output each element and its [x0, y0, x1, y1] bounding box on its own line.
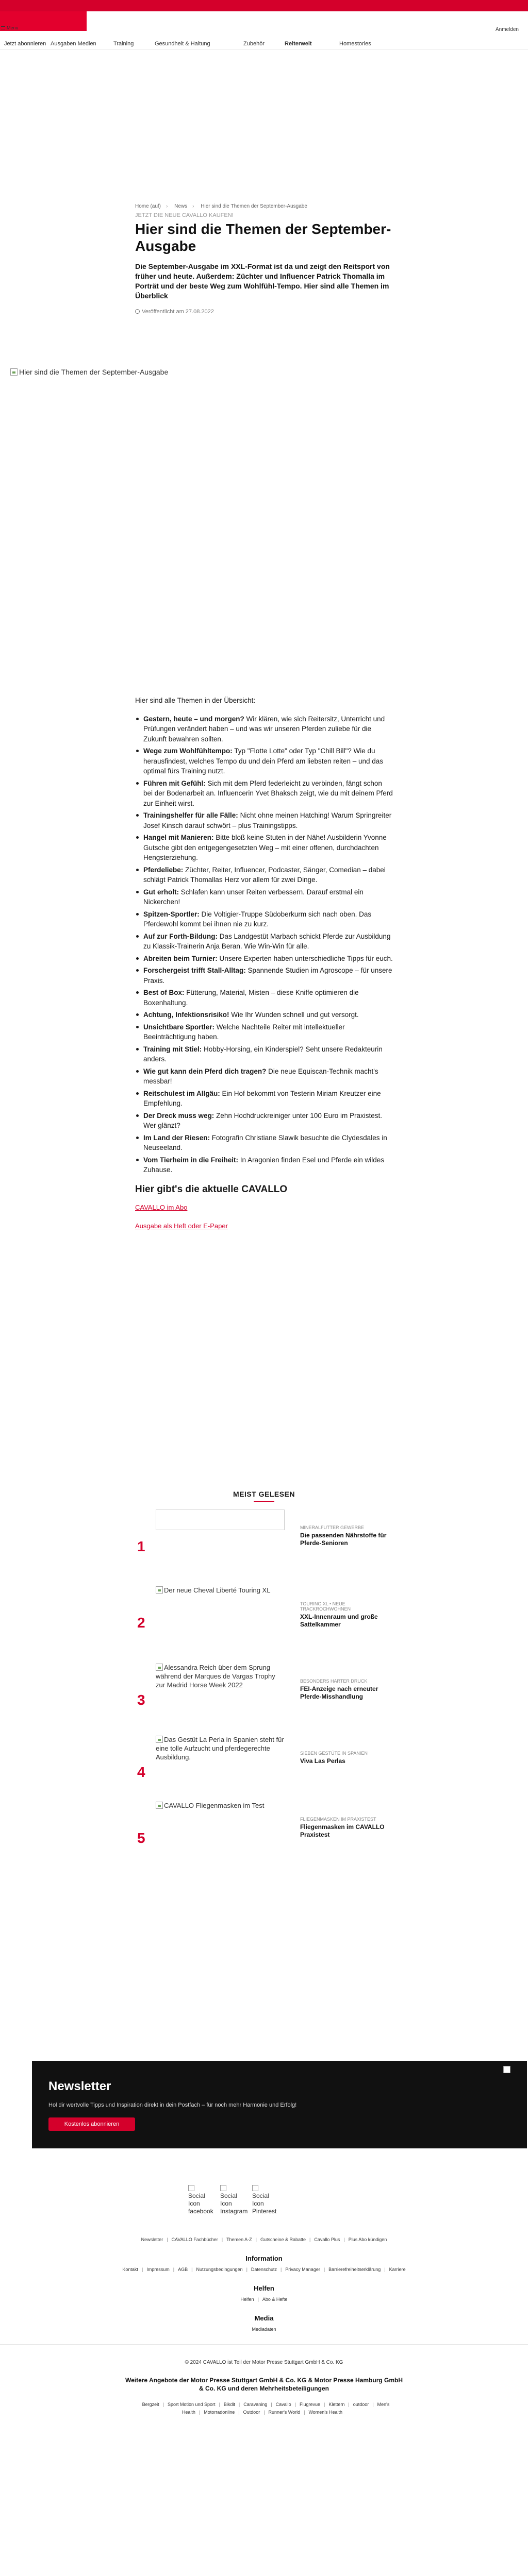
footer-info-link[interactable]: Privacy Manager — [285, 2267, 320, 2272]
most-read-rank: 5 — [137, 1830, 145, 1846]
hamburger-icon — [1, 26, 5, 29]
topic-title: Wie gut kann dein Pferd dich tragen? — [143, 1067, 267, 1075]
topic-item — [135, 1089, 393, 1109]
footer-help-link[interactable]: Abo & Hefte — [262, 2297, 288, 2302]
topic-item — [135, 778, 393, 809]
topic-title: Gut erholt: — [143, 888, 179, 896]
footer-link[interactable]: Newsletter — [141, 2237, 163, 2242]
topic-item — [135, 833, 393, 863]
most-read-image[interactable] — [156, 1735, 285, 1761]
nav-item-zubehoer[interactable]: Zubehör — [243, 41, 265, 47]
topic-item — [135, 1111, 393, 1131]
nav-item-homestories[interactable]: Homestories — [339, 41, 371, 47]
most-read-rank: 2 — [137, 1615, 145, 1631]
footer-link[interactable]: Gutscheine & Rabatte — [260, 2237, 306, 2242]
topic-item — [135, 1022, 393, 1042]
broken-image-icon — [156, 1802, 163, 1809]
most-read-image[interactable] — [156, 1663, 285, 1689]
social-pinterest-link[interactable] — [252, 2184, 277, 2215]
topic-item — [135, 746, 393, 776]
most-read-kicker: FLIEGENMASKEN IM PRAXISTEST — [300, 1817, 376, 1822]
social-pinterest-label: Social Icon Pinterest — [252, 2192, 277, 2215]
topic-item — [135, 887, 393, 907]
topic-list — [135, 714, 393, 1175]
nav-item-training[interactable]: Training — [113, 41, 134, 47]
footer-brand-link[interactable]: Sport Motion und Sport — [168, 2402, 216, 2407]
footer-separator: | — [255, 2237, 257, 2242]
login-link[interactable]: Anmelden — [495, 27, 519, 32]
footer-separator: | — [257, 2297, 259, 2302]
nav-item-gesundheit[interactable]: Gesundheit & Haltung — [155, 41, 210, 47]
footer-links-main — [0, 2237, 528, 2242]
most-read-kicker: MINERALFUTTER GEWERBE — [300, 1525, 365, 1530]
most-read-item[interactable] — [135, 1586, 393, 1642]
topic-item — [135, 988, 393, 1008]
topic-text: In Aragonien finden Esel und Pferde ein wildes Zuhause. — [143, 1156, 384, 1174]
topic-title: Gestern, heute – und morgen? — [143, 715, 244, 723]
footer-brand-link[interactable]: Bikdit — [223, 2402, 235, 2407]
footer-brand-links — [0, 2401, 528, 2416]
footer-brand-link[interactable]: Caravaning — [243, 2402, 268, 2407]
footer-link[interactable]: Cavallo Plus — [314, 2237, 340, 2242]
footer-separator: | — [294, 2402, 296, 2407]
footer-separator: | — [191, 2267, 193, 2272]
clock-icon — [135, 309, 140, 314]
social-instagram-link[interactable] — [220, 2184, 248, 2215]
article-lead: Die September-Ausgabe im XXL-Format ist da und zeigt den Reitsport von früher und heute. Außerdem: Züchter und Influencer Patrick Thomalla im Porträt und der beste Weg zum Wohlfühl-Tempo. Hier sind alle Themen im Überblick — [135, 262, 390, 300]
topic-title: Pferdeliebe: — [143, 866, 184, 874]
social-facebook-link[interactable] — [188, 2184, 213, 2215]
footer-separator: | — [271, 2402, 272, 2407]
topic-text: Schlafen kann unser Reiten verbessern. Darauf erstmal ein Nickerchen! — [143, 888, 364, 906]
topic-title: Vom Tierheim in die Freiheit: — [143, 1156, 239, 1164]
topic-title: Trainingshelfer für alle Fälle: — [143, 811, 238, 819]
topic-item — [135, 954, 393, 964]
topic-title: Best of Box: — [143, 989, 185, 996]
hero-alt-text: Hier sind die Themen der September-Ausgabe — [19, 368, 169, 376]
footer-links-help — [0, 2297, 528, 2302]
footer-info-link[interactable]: Karriere — [389, 2267, 406, 2272]
main-navigation — [0, 37, 528, 49]
topic-title: Führen mit Gefühl: — [143, 779, 206, 787]
most-read-image-alt: Das Gestüt La Perla in Spanien steht für eine tolle Aufzucht und pferdegerechte Ausbildung. — [156, 1736, 284, 1761]
footer-separator: | — [324, 2402, 325, 2407]
footer-brand-link[interactable]: Men's Health — [182, 2402, 390, 2415]
footer-separator: | — [221, 2237, 223, 2242]
footer-info-link[interactable]: Kontakt — [122, 2267, 138, 2272]
topic-item — [135, 1066, 393, 1087]
footer-brand-link[interactable]: Klettern — [328, 2402, 345, 2407]
footer-separator: | — [343, 2237, 345, 2242]
pinterest-icon — [252, 2185, 258, 2191]
most-read-kicker: BESONDERS HARTER DRUCK — [300, 1679, 368, 1684]
ad-space — [0, 49, 528, 199]
topic-item — [135, 714, 393, 744]
newsletter-text: Hol dir wertvolle Tipps und Inspiration direkt in dein Postfach – für noch mehr Harmonie und Erfolg! — [48, 2102, 297, 2108]
abo-link[interactable]: CAVALLO im Abo — [135, 1204, 188, 1211]
footer-separator: | — [384, 2267, 386, 2272]
topic-title: Wege zum Wohlfühltempo: — [143, 747, 233, 755]
menu-button[interactable] — [1, 25, 19, 30]
topic-title: Reitschulest im Allgäu: — [143, 1089, 220, 1097]
footer-brand-link[interactable]: Flugrevue — [300, 2402, 321, 2407]
breadcrumb: Home (auf) › News › Hier sind die Themen der September-Ausgabe — [135, 204, 307, 209]
topic-title: Achtung, Infektionsrisiko! — [143, 1011, 229, 1019]
footer-info-title: Information — [245, 2255, 283, 2262]
footer-divider — [0, 2344, 528, 2345]
topic-item — [135, 1010, 393, 1020]
newsletter-box — [32, 2061, 527, 2148]
footer-media-title: Media — [254, 2314, 274, 2322]
footer-separator: | — [199, 2410, 201, 2415]
topic-text: Die neue Equiscan-Technik macht's messbar! — [143, 1067, 378, 1085]
footer-separator: | — [323, 2267, 325, 2272]
most-read-text — [300, 1601, 393, 1629]
article-body — [135, 696, 393, 1231]
topic-text: Nicht ohne meinen Hatching! Warum Springreiter Josef Kinsch darauf schwört – plus Trainingstipps. — [143, 811, 392, 829]
topic-title: Training mit Stiel: — [143, 1045, 202, 1053]
newsletter-image — [503, 2066, 510, 2073]
topic-title: Unsichtbare Sportler: — [143, 1023, 215, 1031]
footer-help-link[interactable]: Helfen — [240, 2297, 254, 2302]
footer-separator: | — [141, 2267, 143, 2272]
newsletter-title: Newsletter — [48, 2079, 111, 2093]
most-read-title: MEIST GELESEN — [135, 1490, 393, 1502]
topic-text: Das Landgestüt Marbach schickt Pferde zur Ausbildung zu Klassik-Trainerin Anja Beran. Wie Win-Win für alle. — [143, 932, 391, 950]
topic-item — [135, 909, 393, 929]
topic-text: Zehn Hochdruckreiniger unter 100 Euro im Praxistest. Wer glänzt? — [143, 1111, 382, 1129]
most-read-image[interactable] — [156, 1801, 285, 1810]
most-read-item[interactable] — [135, 1663, 393, 1720]
most-read-headline[interactable]: Viva Las Perlas — [300, 1757, 345, 1765]
social-facebook-label: Social Icon facebook — [188, 2192, 213, 2215]
broken-image-icon — [10, 368, 18, 376]
topic-title: Hangel mit Manieren: — [143, 834, 214, 841]
topic-text: Ein Hof bekommt von Testerin Miriam Kreutzer eine Empfehlung. — [143, 1089, 381, 1107]
subscribe-subhead: Hier gibt's die aktuelle CAVALLO — [135, 1183, 288, 1195]
copyright: © 2024 CAVALLO ist Teil der Motor Presse Stuttgart GmbH & Co. KG — [185, 2360, 343, 2365]
most-read-image-alt: Alessandra Reich über dem Sprung während der Marques de Vargas Trophy zur Madrid Horse Week 2022 — [156, 1664, 275, 1689]
footer-links-info — [0, 2267, 528, 2272]
footer-separator: | — [304, 2410, 305, 2415]
footer-separator: | — [372, 2402, 374, 2407]
broken-image-icon — [156, 1586, 163, 1594]
most-read-image[interactable] — [156, 1586, 285, 1595]
nav-item-reiterwelt[interactable]: Reiterwelt — [285, 41, 312, 47]
topic-title: Der Dreck muss weg: — [143, 1111, 214, 1120]
footer-separator: | — [246, 2267, 248, 2272]
hero-image — [9, 367, 519, 699]
topic-title: Spitzen-Sportler: — [143, 910, 200, 918]
most-read-image-alt: CAVALLO Fliegenmasken im Test — [164, 1802, 265, 1809]
footer-link[interactable]: Themen A-Z — [226, 2237, 252, 2242]
footer-separator: | — [238, 2402, 240, 2407]
topic-title: Forschergeist trifft Stall-Alltag: — [143, 967, 246, 974]
instagram-icon — [220, 2185, 226, 2191]
menu-label: Menu — [7, 25, 19, 30]
footer-separator: | — [263, 2410, 265, 2415]
footer-brand-link[interactable]: Women's Health — [308, 2410, 343, 2415]
most-read-rank: 1 — [137, 1538, 145, 1554]
footer-info-link[interactable]: Datenschutz — [251, 2267, 277, 2272]
article-intro: Hier sind alle Themen in der Übersicht: — [135, 697, 256, 704]
footer-separator: | — [173, 2267, 175, 2272]
footer-separator: | — [280, 2267, 282, 2272]
topic-item — [135, 1155, 393, 1175]
most-read-item[interactable] — [135, 1735, 393, 1792]
topic-item — [135, 965, 393, 986]
most-read-headline[interactable]: Die passenden Nährstoffe für Pferde-Senioren — [300, 1532, 387, 1547]
topic-text: Die Voltigier-Truppe Südoberkurm sich nach oben. Das Pferdewohl kommt bei ihnen nie zu kurz. — [143, 910, 372, 928]
nav-item-ausgaben[interactable]: Ausgaben Medien — [51, 41, 96, 47]
footer-separator: | — [309, 2237, 311, 2242]
footer-media-link[interactable]: Mediadaten — [252, 2327, 276, 2332]
topic-title: Im Land der Riesen: — [143, 1133, 210, 1142]
footer-brand-link[interactable]: Motorradonline — [204, 2410, 235, 2415]
broken-image-icon — [156, 1736, 163, 1743]
footer-brand-link[interactable]: Bergzeit — [142, 2402, 159, 2407]
footer-info-link[interactable]: Impressum — [146, 2267, 170, 2272]
breadcrumb-news[interactable]: News — [174, 204, 188, 209]
topic-text: Hobby-Horsing, ein Kinderspiel? Seht unsere Redakteurin anders. — [143, 1045, 383, 1063]
footer-info-link[interactable]: Nutzungsbedingungen — [196, 2267, 243, 2272]
article-header — [135, 204, 393, 315]
footer-help-title: Helfen — [254, 2284, 274, 2292]
issue-link[interactable]: Ausgabe als Heft oder E-Paper — [135, 1222, 228, 1230]
footer-brand-link[interactable]: outdoor — [353, 2402, 369, 2407]
most-read-text — [300, 1525, 393, 1547]
nav-item-abo[interactable]: Jetzt abonnieren — [4, 41, 46, 47]
footer-brand-link[interactable]: Outdoor — [243, 2410, 260, 2415]
topic-text: Typ "Flotte Lotte" oder Typ "Chill Bill"? Wie du herausfindest, welches Tempo du und dein Pferd am liebsten reiten – und das optimal fürs Training nutzt. — [143, 747, 384, 775]
topic-text: Spannende Studien im Agroscope – für unsere Praxis. — [143, 967, 392, 985]
topic-item — [135, 810, 393, 831]
footer-links-media — [0, 2327, 528, 2332]
social-instagram-label: Social Icon Instagram — [220, 2192, 248, 2215]
most-read-headline[interactable]: FEI-Anzeige nach erneuter Pferde-Misshandlung — [300, 1685, 378, 1700]
footer-brand-link[interactable]: Runner's World — [268, 2410, 301, 2415]
article-meta — [135, 309, 393, 315]
footer-link[interactable]: CAVALLO Fachbücher — [171, 2237, 218, 2242]
most-read-image[interactable] — [156, 1510, 285, 1530]
topic-item — [135, 865, 393, 885]
most-read-headline[interactable]: XXL-Innenraum und große Sattelkammer — [300, 1613, 378, 1628]
footer-brand-link[interactable]: Cavallo — [275, 2402, 291, 2407]
topic-text: Wie Ihr Wunden schnell und gut versorgt. — [229, 1011, 359, 1019]
most-read-rank: 4 — [137, 1764, 145, 1780]
most-read-text — [300, 1751, 393, 1765]
topic-text: Welche Nachteile Reiter mit intellektueller Beeinträchtigung haben. — [143, 1023, 345, 1041]
topic-item — [135, 1044, 393, 1064]
footer-link[interactable]: Plus Abo kündigen — [348, 2237, 387, 2242]
most-read-image-alt: Der neue Cheval Liberté Touring XL — [164, 1586, 271, 1594]
topic-title: Auf zur Forth-Bildung: — [143, 932, 218, 940]
most-read-item[interactable] — [135, 1801, 393, 1858]
newsletter-subscribe-button[interactable]: Kostenlos abonnieren — [48, 2117, 135, 2131]
most-read-rank: 3 — [137, 1692, 145, 1708]
publish-date: Veröffentlicht am 27.08.2022 — [142, 309, 214, 315]
topic-text: Bitte bloß keine Stuten in der Nähe! Ausbilderin Yvonne Gutsche gibt den entgegengesetzten Weg – mit einer offenen, durchdachten Hengsterziehung. — [143, 834, 387, 861]
most-read-item[interactable] — [135, 1510, 393, 1566]
topic-text: Unsere Experten haben unterschiedliche Tipps für euch. — [217, 954, 393, 962]
topic-text: Sich mit dem Pferd federleicht zu verbinden, fängt schon bei der Bodenarbeit an. Influencerin Yvet Bhaksch zeigt, wie du mit deinem Pferd zur Einheit wirst. — [143, 779, 393, 807]
footer-separator: | — [219, 2402, 220, 2407]
broken-image-icon — [156, 1664, 163, 1671]
breadcrumb-current: Hier sind die Themen der September-Ausgabe — [201, 204, 307, 209]
topic-item — [135, 931, 393, 952]
most-read-kicker: SIEBEN GESTÜTE IN SPANIEN — [300, 1751, 368, 1756]
footer-separator: | — [348, 2402, 350, 2407]
facebook-icon — [188, 2185, 194, 2191]
topic-item — [135, 1133, 393, 1153]
further-offers-title: Weitere Angebote der Motor Presse Stuttgart GmbH & Co. KG & Motor Presse Hamburg GmbH & Co. KG und deren Mehrheitsbeteiligungen — [125, 2377, 403, 2392]
footer-separator: | — [162, 2402, 164, 2407]
social-links — [188, 2184, 343, 2229]
footer-info-link[interactable]: AGB — [178, 2267, 188, 2272]
topic-text: Züchter, Reiter, Influencer, Podcaster, Sänger, Comedian – dabei schlägt Patrick Thomallas Herz vor allem für zwei Dinge. — [143, 866, 386, 884]
most-read-kicker: TOURING XL • NEUE TRACKROCHWOHNEN — [300, 1601, 351, 1612]
topic-text: Fütterung, Material, Misten – diese Kniffe optimieren die Boxenhaltung. — [143, 989, 359, 1007]
article-headline: Hier sind die Themen der September-Ausgabe — [135, 221, 391, 254]
most-read-text — [300, 1817, 393, 1839]
topic-text: Fotografin Christiane Slawik besuchte die Clydesdales in Neuseeland. — [143, 1133, 387, 1151]
footer-info-link[interactable]: Barrierefreiheitserklärung — [328, 2267, 381, 2272]
breadcrumb-home[interactable]: Home (auf) — [135, 204, 161, 209]
footer-separator: | — [238, 2410, 240, 2415]
topic-title: Abreiten beim Turnier: — [143, 954, 218, 962]
most-read-section — [135, 1490, 393, 1846]
topic-text: Wir klären, wie sich Reitersitz, Unterricht und Prüfungen verändert haben – und was wir unseren Pferden zuliebe für die Zukunft bewahren sollten. — [143, 715, 385, 743]
most-read-text — [300, 1679, 393, 1701]
most-read-headline[interactable]: Fliegenmasken im CAVALLO Praxistest — [300, 1823, 385, 1838]
article-kicker: JETZT DIE NEUE CAVALLO KAUFEN! — [135, 212, 234, 218]
footer-separator: | — [167, 2237, 168, 2242]
